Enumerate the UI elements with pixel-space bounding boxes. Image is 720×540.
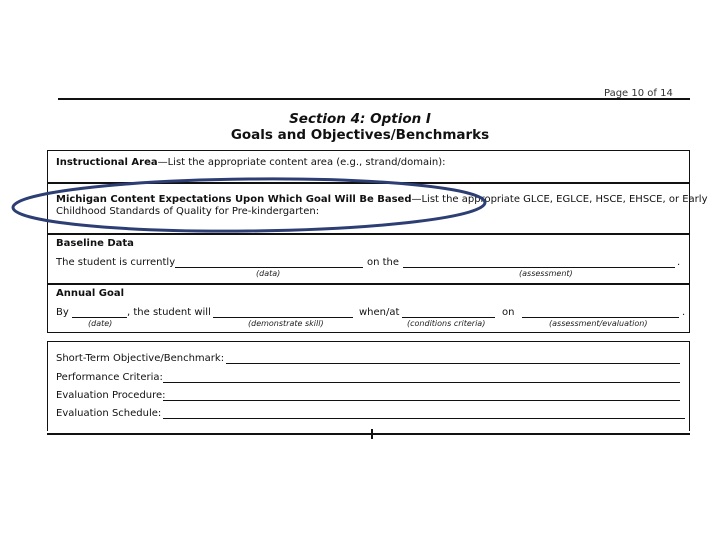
section-subtitle: Goals and Objectives/Benchmarks: [230, 127, 490, 143]
instructional-area-text: —List the appropriate content area (e.g., strand/domain):: [157, 157, 446, 168]
goal-form-box: [47, 150, 690, 333]
annual-goal-label: Annual Goal: [56, 288, 125, 299]
performance-label: Performance Criteria:: [56, 372, 163, 383]
goal-student-will: , the student will: [127, 307, 211, 318]
performance-field[interactable]: [163, 382, 680, 383]
bottom-table-divider: [371, 429, 373, 439]
baseline-prefix: The student is currently: [56, 257, 176, 268]
baseline-data-field[interactable]: [175, 267, 363, 268]
short-term-field[interactable]: [226, 363, 680, 364]
short-term-label: Short-Term Objective/Benchmark:: [56, 353, 225, 364]
expectations-label: Michigan Content Expectations Upon Which Goal Will Be Based: [56, 194, 412, 205]
schedule-field[interactable]: [163, 418, 685, 419]
goal-by: By: [56, 307, 69, 318]
instructional-area-row: [56, 157, 446, 169]
hint-date: (date): [88, 319, 113, 328]
goal-when-at: when/at: [359, 307, 400, 318]
baseline-end: .: [677, 257, 681, 268]
procedure-label: Evaluation Procedure:: [56, 390, 166, 401]
baseline-middle: on the: [367, 257, 400, 268]
goal-end: .: [682, 307, 686, 318]
section-title: Section 4: Option I: [289, 111, 431, 127]
page-number: Page 10 of 14: [604, 88, 673, 98]
goal-conditions-field[interactable]: [402, 317, 495, 318]
hint-conditions: (conditions criteria): [407, 319, 486, 328]
hint-assessment: (assessment): [519, 269, 573, 278]
divider-3: [47, 283, 690, 285]
goal-assessment-field[interactable]: [522, 317, 679, 318]
goal-date-field[interactable]: [72, 317, 127, 318]
instructional-area-label: Instructional Area: [56, 157, 158, 168]
bottom-table-top: [47, 433, 690, 435]
divider-1: [47, 182, 690, 184]
schedule-label: Evaluation Schedule:: [56, 408, 162, 419]
expectations-row: [56, 194, 708, 206]
goal-on: on: [502, 307, 515, 318]
divider-2: [47, 233, 690, 235]
expectations-text-2: Childhood Standards of Quality for Pre-kindergarten:: [56, 206, 320, 217]
procedure-field[interactable]: [163, 400, 680, 401]
baseline-assessment-field[interactable]: [403, 267, 675, 268]
expectations-text-1: —List the appropriate GLCE, EGLCE, HSCE, EHSCE, or Early: [411, 194, 708, 205]
hint-assessment-eval: (assessment/evaluation): [549, 319, 648, 328]
hint-data: (data): [256, 269, 281, 278]
hint-skill: (demonstrate skill): [248, 319, 324, 328]
baseline-label: Baseline Data: [56, 238, 134, 249]
header-rule: [58, 98, 690, 100]
goal-skill-field[interactable]: [213, 317, 353, 318]
